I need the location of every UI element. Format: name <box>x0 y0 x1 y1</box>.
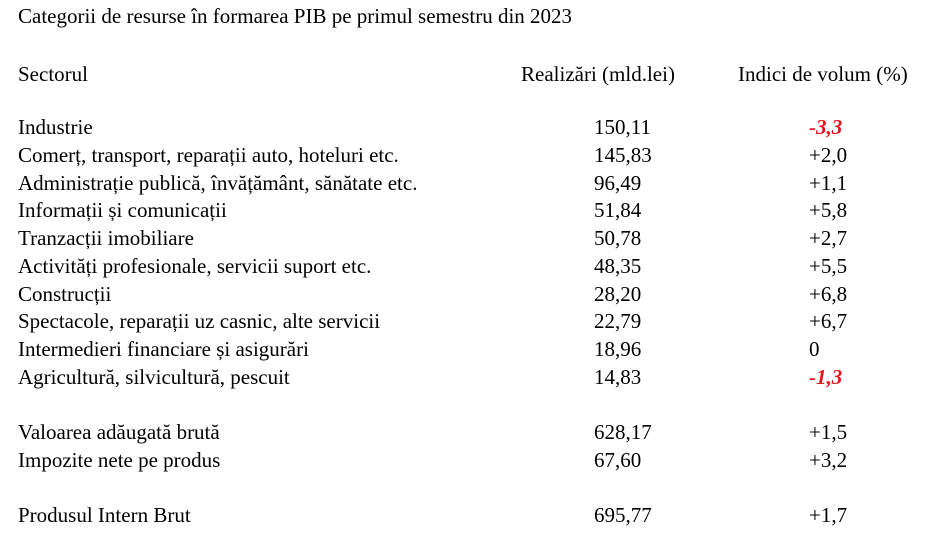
sector-name: Administrație publică, învățământ, sănătate etc. <box>18 171 418 195</box>
subtotal-name: Impozite nete pe produs <box>18 448 221 472</box>
subtotal-row <box>0 446 937 474</box>
sector-index: +5,5 <box>809 254 848 278</box>
table-row <box>0 224 937 252</box>
header-value: Realizări (mld.lei) <box>521 62 675 86</box>
subtotal-row <box>0 418 937 446</box>
sector-value: 150,11 <box>594 115 651 139</box>
sector-index: 0 <box>809 337 820 361</box>
header-index: Indici de volum (%) <box>738 62 908 86</box>
table-row <box>0 196 937 224</box>
subtotal-index: +3,2 <box>809 448 848 472</box>
sector-name: Spectacole, reparații uz casnic, alte servicii <box>18 309 381 333</box>
sector-value: 50,78 <box>594 226 642 250</box>
table-row <box>0 363 937 391</box>
sector-name: Tranzacții imobiliare <box>18 226 194 250</box>
subtotal-name: Valoarea adăugată brută <box>18 420 220 444</box>
sector-value: 18,96 <box>594 337 642 361</box>
sector-name: Construcții <box>18 282 112 306</box>
sector-index: +2,0 <box>809 143 848 167</box>
sector-name: Comerț, transport, reparații auto, hoteluri etc. <box>18 143 399 167</box>
header-sector: Sectorul <box>18 62 88 86</box>
sector-value: 48,35 <box>594 254 642 278</box>
sector-index: -3,3 <box>809 115 843 139</box>
sector-value: 145,83 <box>594 143 652 167</box>
sector-value: 14,83 <box>594 365 642 389</box>
table-row <box>0 252 937 280</box>
total-name: Produsul Intern Brut <box>18 503 191 527</box>
subtotal-value: 628,17 <box>594 420 652 444</box>
sector-index: -1,3 <box>809 365 843 389</box>
sector-value: 96,49 <box>594 171 642 195</box>
sector-index: +6,7 <box>809 309 848 333</box>
sector-name: Industrie <box>18 115 93 139</box>
sector-index: +1,1 <box>809 171 848 195</box>
table-row <box>0 169 937 197</box>
sector-index: +5,8 <box>809 198 848 222</box>
sector-index: +6,8 <box>809 282 848 306</box>
table-row <box>0 141 937 169</box>
sector-name: Agricultură, silvicultură, pescuit <box>18 365 290 389</box>
sector-name: Intermedieri financiare și asigurări <box>18 337 309 361</box>
sector-value: 51,84 <box>594 198 642 222</box>
subtotal-index: +1,5 <box>809 420 848 444</box>
total-value: 695,77 <box>594 503 652 527</box>
sector-value: 22,79 <box>594 309 642 333</box>
sector-value: 28,20 <box>594 282 642 306</box>
total-row <box>0 501 937 529</box>
table-row <box>0 335 937 363</box>
sector-index: +2,7 <box>809 226 848 250</box>
page-title: Categorii de resurse în formarea PIB pe primul semestru din 2023 <box>18 4 573 28</box>
table-row <box>0 307 937 335</box>
total-index: +1,7 <box>809 503 848 527</box>
sector-name: Activități profesionale, servicii suport etc. <box>18 254 372 278</box>
table-row <box>0 113 937 141</box>
table-row <box>0 280 937 308</box>
subtotal-value: 67,60 <box>594 448 642 472</box>
sector-name: Informații și comunicații <box>18 198 227 222</box>
